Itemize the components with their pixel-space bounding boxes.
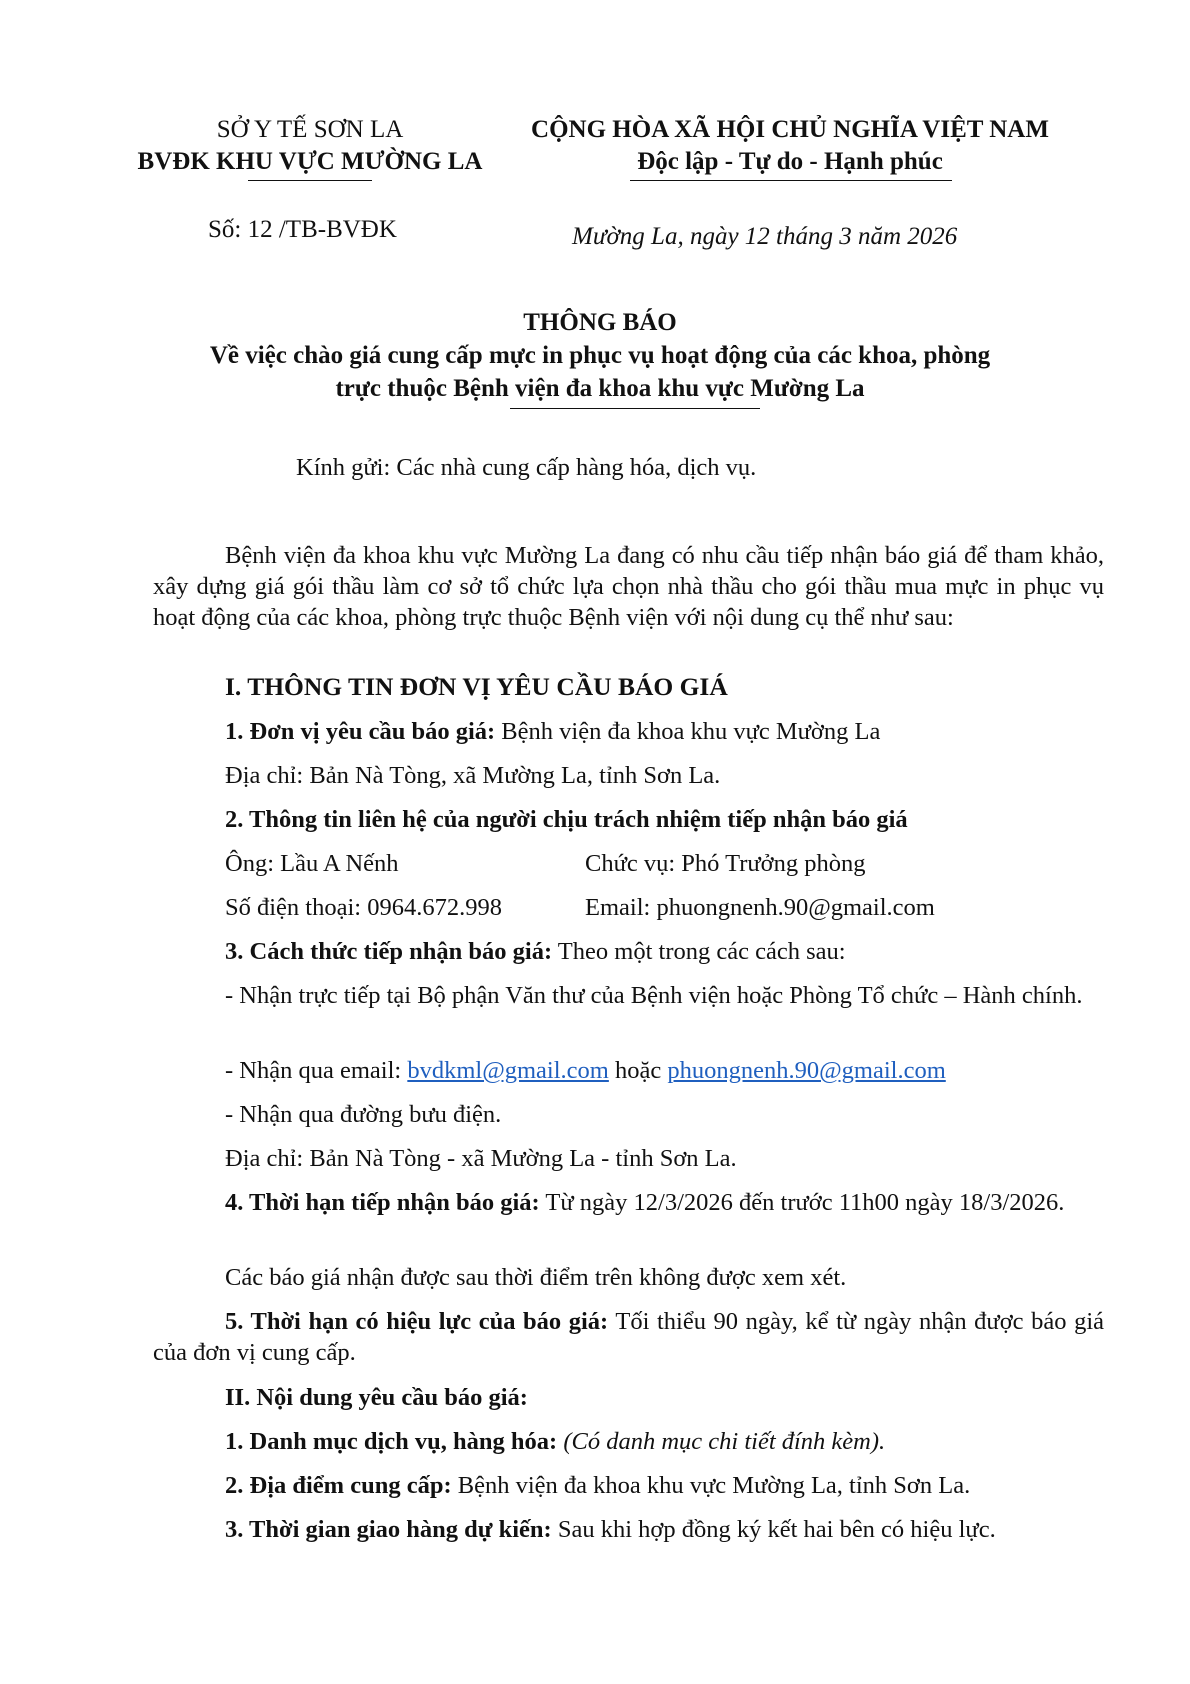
issuer-hospital: BVĐK KHU VỰC MƯỜNG LA [137, 148, 483, 175]
section1-item5 [153, 1306, 1104, 1368]
section2-heading: II. Nội dung yêu cầu báo giá: [225, 1384, 528, 1411]
national-title: CỘNG HÒA XÃ HỘI CHỦ NGHĨA VIỆT NAM [531, 116, 1049, 143]
document-subject-line1: Về việc chào giá cung cấp mực in phục vụ hoạt động của các khoa, phòng [209, 342, 991, 369]
item3-value: Theo một trong các cách sau: [552, 938, 846, 965]
section2-item1 [225, 1426, 885, 1457]
document-date: Mường La, ngày 12 tháng 3 năm 2026 [572, 223, 958, 250]
document-subject-line2: trực thuộc Bệnh viện đa khoa khu vực Mường La [335, 375, 865, 402]
s2-item3-label: 3. Thời gian giao hàng dự kiến: [225, 1516, 552, 1543]
contact-position: Chức vụ: Phó Trưởng phòng [585, 850, 866, 877]
section2-item3 [153, 1514, 1104, 1545]
recipient-line: Kính gửi: Các nhà cung cấp hàng hóa, dịch vụ. [296, 454, 757, 481]
method-direct: - Nhận trực tiếp tại Bộ phận Văn thư của Bệnh viện hoặc Phòng Tổ chức – Hành chính. [225, 982, 1083, 1009]
section2-item2 [225, 1470, 970, 1501]
s2-item1-label: 1. Danh mục dịch vụ, hàng hóa: [225, 1428, 558, 1455]
section1-item1 [225, 716, 880, 747]
national-motto: Độc lập - Tự do - Hạnh phúc [637, 148, 943, 175]
motto-underline [630, 180, 952, 181]
s2-item2-value: Bệnh viện đa khoa khu vực Mường La, tỉnh Sơn La. [451, 1472, 971, 1499]
method-email [225, 1055, 946, 1086]
item1-value: Bệnh viện đa khoa khu vực Mường La [495, 718, 881, 745]
issuer-underline [248, 180, 372, 181]
s2-item2-label: 2. Địa điểm cung cấp: [225, 1472, 452, 1499]
item4-label: 4. Thời hạn tiếp nhận báo giá: [225, 1189, 540, 1216]
item3-label: 3. Cách thức tiếp nhận báo giá: [225, 938, 553, 965]
postal-address: Địa chỉ: Bản Nà Tòng - xã Mường La - tỉnh Sơn La. [225, 1145, 737, 1172]
item5-value: Tối thiểu 90 ngày, kể từ ngày nhận được báo giá của đơn vị cung cấp. [153, 1308, 1104, 1366]
subject-underline [510, 408, 760, 409]
section1-item2-label: 2. Thông tin liên hệ của người chịu trách nhiệm tiếp nhận báo giá [225, 806, 908, 833]
unit-address: Địa chỉ: Bản Nà Tòng, xã Mường La, tỉnh Sơn La. [225, 762, 721, 789]
item1-label: 1. Đơn vị yêu cầu báo giá: [225, 718, 496, 745]
issuer-department: SỞ Y TẾ SƠN LA [216, 116, 404, 143]
email-link-phuongnenh[interactable]: phuongnenh.90@gmail.com [667, 1057, 946, 1084]
item4-note: Các báo giá nhận được sau thời điểm trên không được xem xét. [225, 1264, 847, 1291]
method-email-prefix: - Nhận qua email: [225, 1057, 408, 1084]
section1-heading: I. THÔNG TIN ĐƠN VỊ YÊU CẦU BÁO GIÁ [225, 672, 728, 701]
section1-item4 [153, 1187, 1104, 1218]
email-link-bvdkml[interactable]: bvdkml@gmail.com [407, 1057, 609, 1084]
contact-email: Email: phuongnenh.90@gmail.com [585, 894, 935, 921]
document-number: Số: 12 /TB-BVĐK [208, 216, 397, 243]
contact-phone: Số điện thoại: 0964.672.998 [225, 894, 502, 921]
document-title: THÔNG BÁO [523, 309, 677, 336]
s2-item3-value: Sau khi hợp đồng ký kết hai bên có hiệu lực. [551, 1516, 996, 1543]
s2-item1-value: (Có danh mục chi tiết đính kèm). [557, 1428, 886, 1455]
method-email-or: hoặc [608, 1057, 668, 1084]
contact-name: Ông: Lầu A Nếnh [225, 850, 399, 877]
intro-paragraph: Bệnh viện đa khoa khu vực Mường La đang có nhu cầu tiếp nhận báo giá để tham khảo, xây dựng giá gói thầu làm cơ sở tổ chức lựa chọn nhà thầu cho gói thầu mua mực in phục vụ hoạt động của các khoa, phòng trực thuộc Bệnh viện với nội dung cụ thể như sau: [153, 542, 1104, 631]
item4-value: Từ ngày 12/3/2026 đến trước 11h00 ngày 18/3/2026. [539, 1189, 1065, 1216]
section1-item3 [225, 936, 846, 967]
item5-label: 5. Thời hạn có hiệu lực của báo giá: [225, 1308, 609, 1335]
method-postal: - Nhận qua đường bưu điện. [225, 1101, 502, 1128]
